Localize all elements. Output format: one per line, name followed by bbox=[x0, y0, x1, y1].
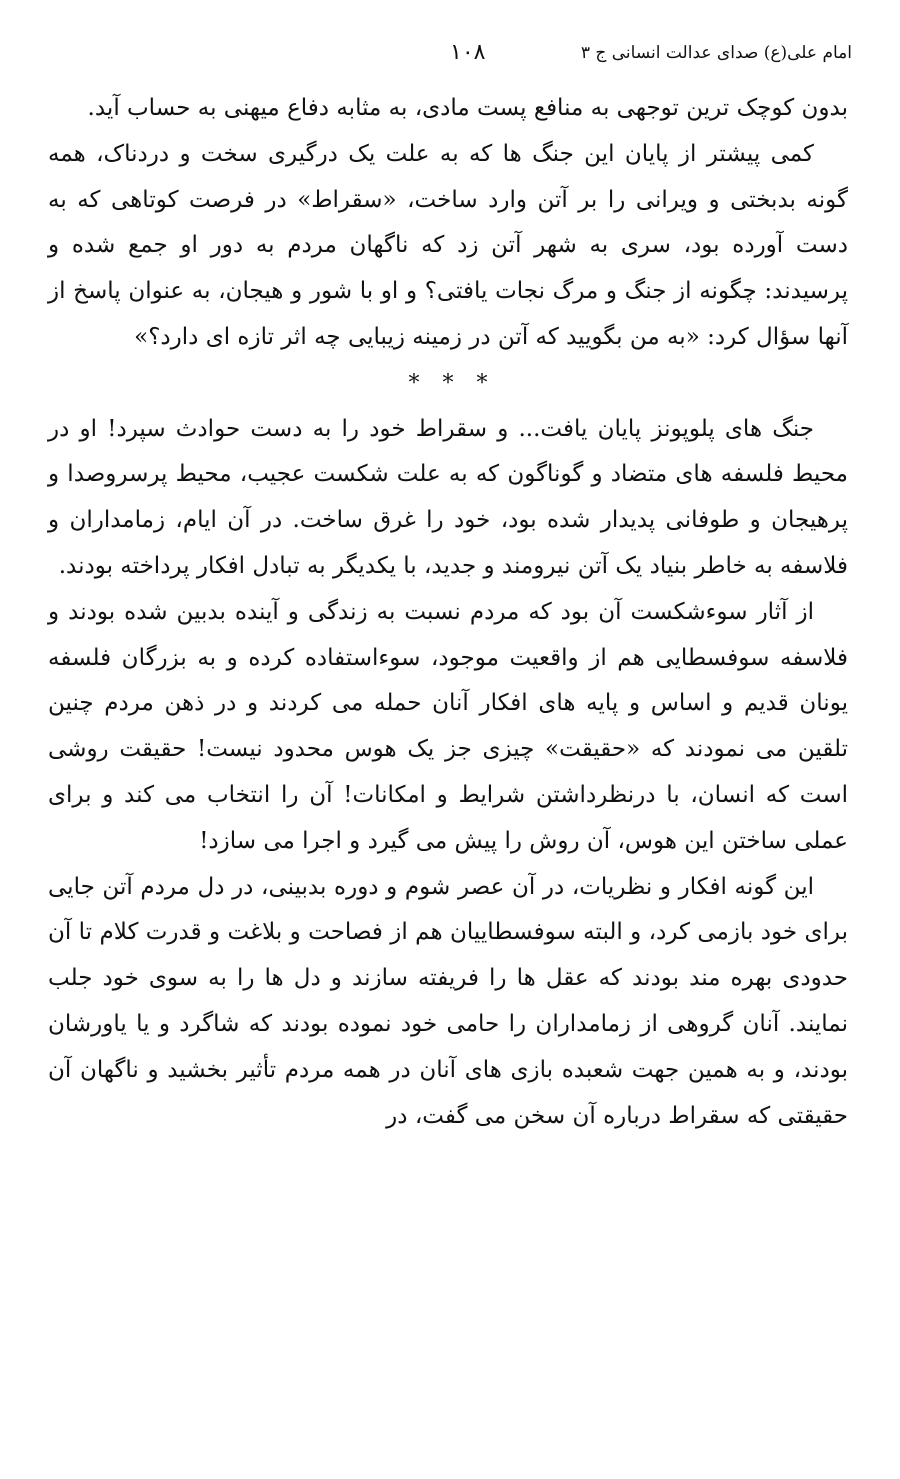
paragraph-3: جنگ های پلوپونز پایان یافت... و سقراط خود را به دست حوادث سپرد! او در محیط فلسفه های متضاد و گوناگون که به علت شکست عجیب، محیط پرسروصدا و پرهیجان و طوفانی پدیدار شده بود، خود را غرق ساخت. در آن ایام، زمامداران و فلاسفه به خاطر بنیاد یک آتن نیرومند و جدید، با یکدیگر به تبادل افکار پرداخته بودند. bbox=[48, 415, 849, 579]
section-separator: * * * bbox=[408, 370, 496, 396]
page-number: ۱۰۸ bbox=[450, 40, 486, 65]
paragraph-4: از آثار سوءشکست آن بود که مردم نسبت به زندگی و آینده بدبین شده بودند و فلاسفه سوفسطایی هم از واقعیت موجود، سوءاستفاده کرده و به بزرگان فلسفه یونان قدیم و اساس و پایه های افکار آنان حمله می کردند و در ذهن مردم چنین تلقین می نمودند که «حقیقت» چیزی جز یک هوس محدود نیست! حقیقت روشی است که انسان، با درنظرداشتن شرایط و امکانات! آن را انتخاب می کند و برای عملی ساختن این هوس، آن روش را پیش می گیرد و اجرا می سازد! bbox=[48, 598, 848, 854]
running-title: امام علی(ع) صدای عدالت انسانی ج ۳ bbox=[580, 43, 852, 63]
paragraph-2: کمی پیشتر از پایان این جنگ ها که به علت یک درگیری سخت و دردناک، همه گونه بدبختی و ویرانی را بر آتن وارد ساخت، «سقراط» در فرصت کوتاهی که به دست آورده بود، سری به شهر آتن زد که ناگهان مردم به دور او جمع شده و پرسیدند: چگونه از جنگ و مرگ نجات یافتی؟ و او با شور و هیجان، به عنوان پاسخ از آنها سؤال کرد: «به من بگویید که آتن در زمینه زیبایی چه اثر تازه ای دارد؟» bbox=[48, 140, 848, 350]
paragraph-1: بدون کوچک ترین توجهی به منافع پست مادی، به مثابه دفاع میهنی به حساب آید. bbox=[87, 95, 848, 121]
page-header bbox=[48, 38, 852, 68]
body-text bbox=[48, 86, 848, 1139]
paragraph-5: این گونه افکار و نظریات، در آن عصر شوم و دوره بدبینی، در دل مردم آتن جایی برای خود بازمی کرد، و البته سوفسطاییان هم از فصاحت و بلاغت و قدرت کلام تا آن حدودی بهره مند بودند که عقل ها را فریفته سازند و دل ها را به سوی خود جلب نمایند. آنان گروهی از زمامداران را حامی خود نموده بودند که شاگرد و یا یاورشان بودند، و به همین جهت شعبده بازی های آنان در همه مردم تأثیر بخشید و ناگهان آن حقیقتی که سقراط درباره آن سخن می گفت، در bbox=[48, 873, 848, 1129]
